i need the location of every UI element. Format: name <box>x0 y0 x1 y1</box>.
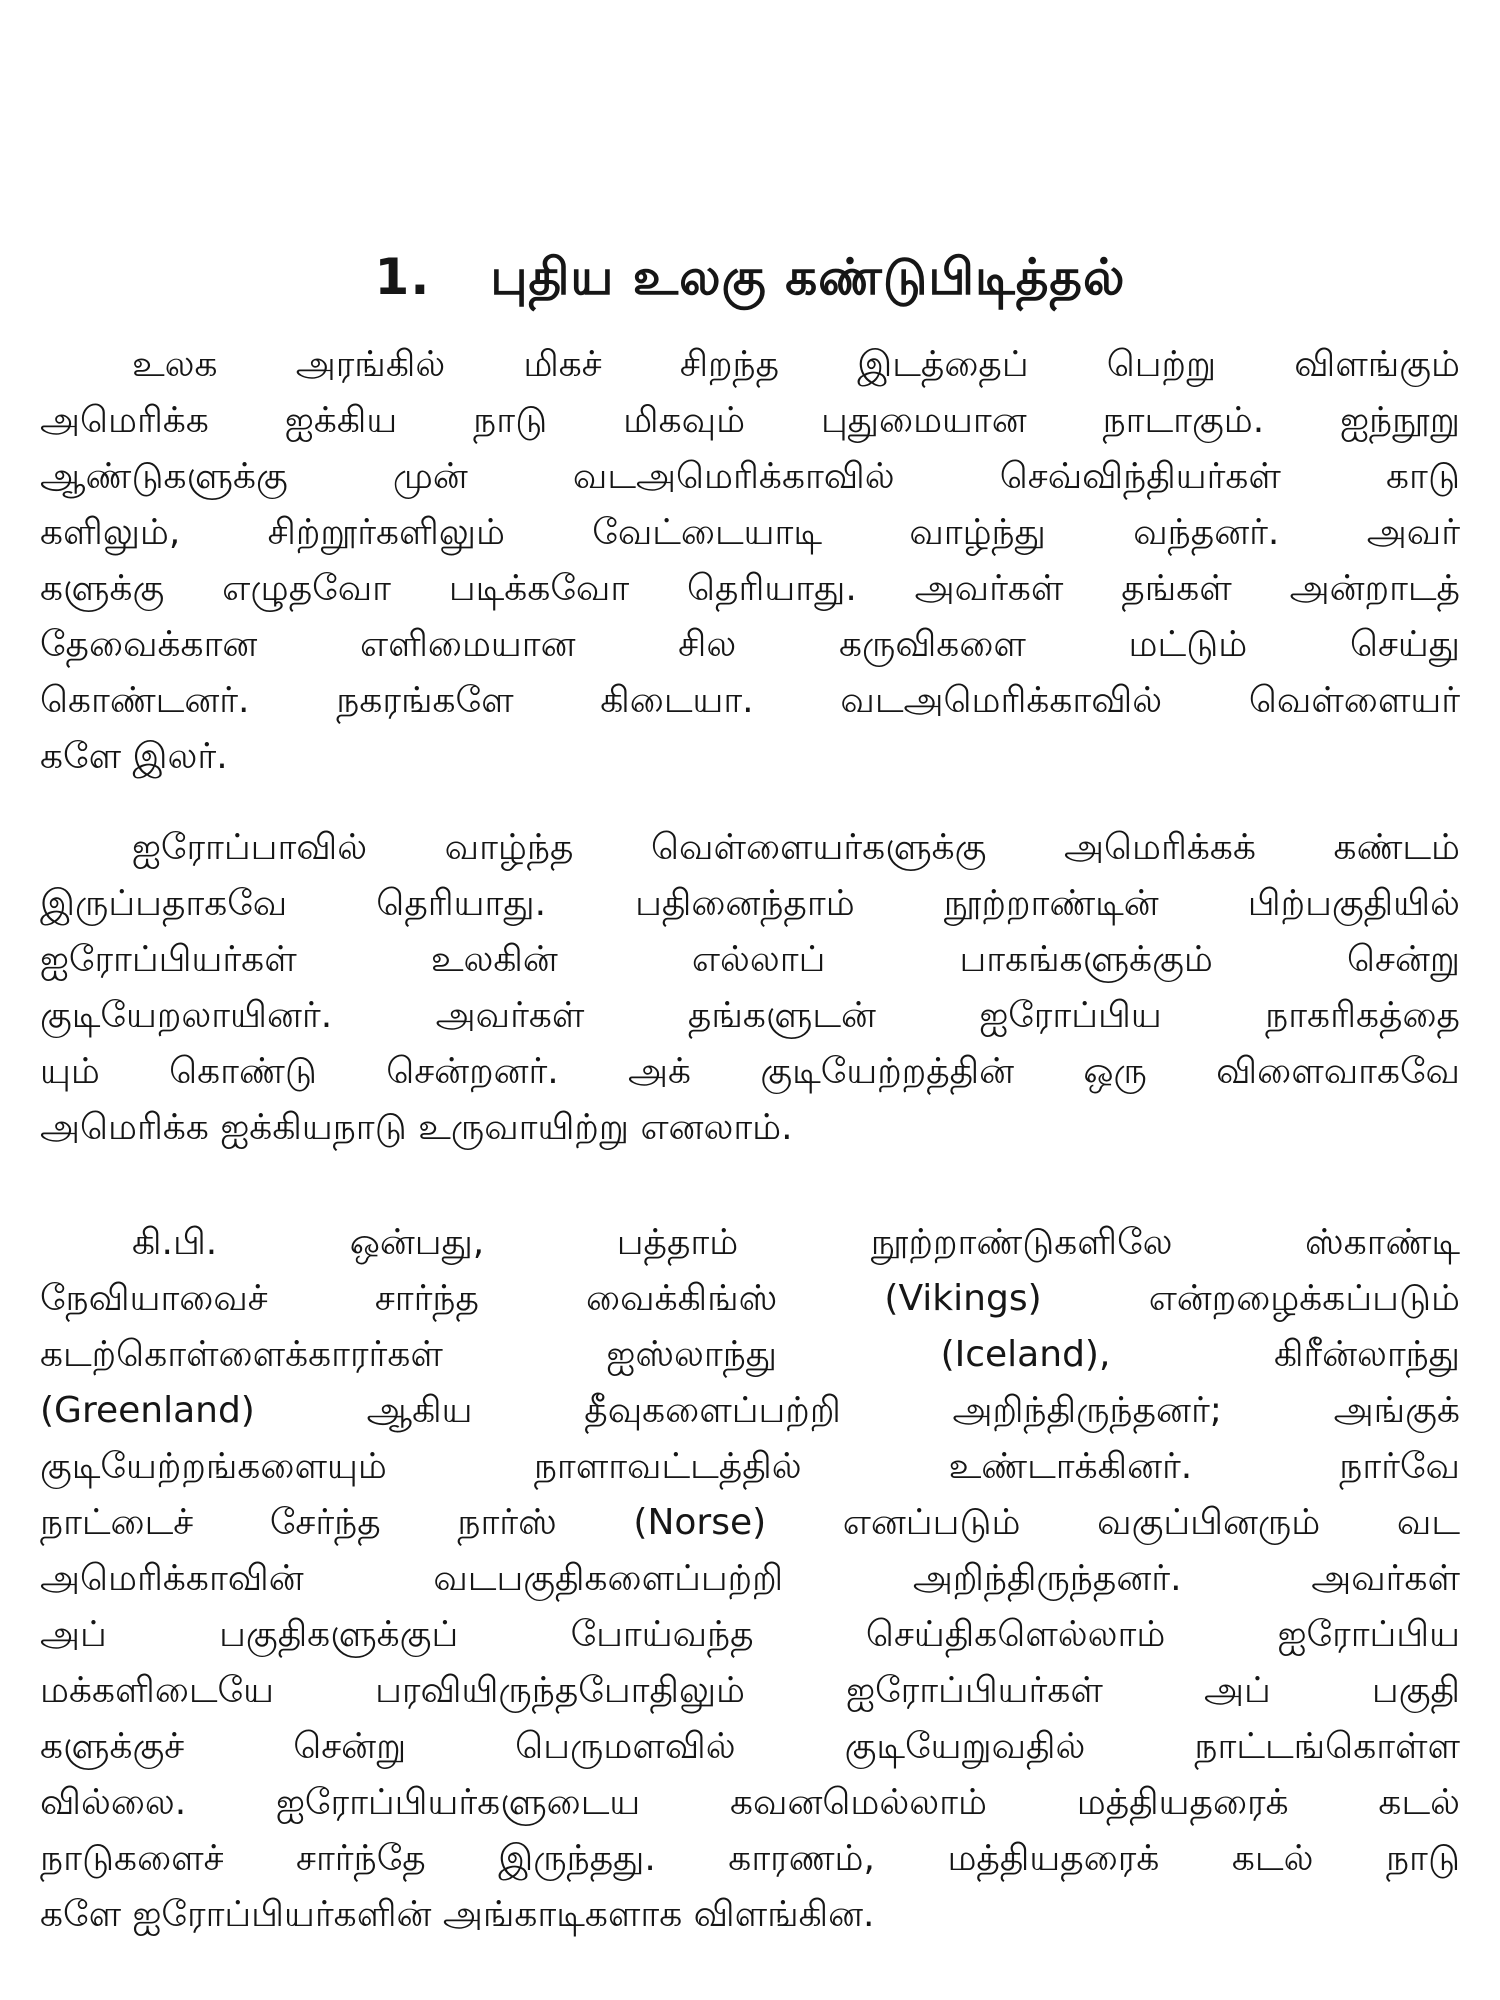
paragraph-2 <box>40 820 1460 1156</box>
text-line: அமெரிக்க ஐக்கிய நாடு மிகவும் புதுமையான நாடாகும். ஐந்நூறு <box>40 400 1460 441</box>
text-line: களிலும், சிற்றூர்களிலும் வேட்டையாடி வாழ்ந்து வந்தனர். அவர் <box>40 512 1460 553</box>
text-line: அமெரிக்காவின் வடபகுதிகளைப்பற்றி அறிந்திருந்தனர். அவர்கள் <box>40 1558 1460 1599</box>
text-line: வில்லை. ஐரோப்பியர்களுடைய கவனமெல்லாம் மத்தியதரைக் கடல் <box>40 1782 1460 1823</box>
text-line: களே ஐரோப்பியர்களின் அங்காடிகளாக விளங்கின. <box>40 1894 875 1935</box>
paragraph-3 <box>40 1215 1460 1943</box>
text-line: நாடுகளைச் சார்ந்தே இருந்தது. காரணம், மத்தியதரைக் கடல் நாடு <box>40 1838 1460 1879</box>
text-line: நாட்டைச் சேர்ந்த நார்ஸ் (Norse) எனப்படும் வகுப்பினரும் வட <box>40 1502 1460 1543</box>
chapter-number: 1. <box>374 247 431 306</box>
text-line: நேவியாவைச் சார்ந்த வைக்கிங்ஸ் (Vikings) என்றழைக்கப்படும் <box>40 1278 1460 1319</box>
text-line: ஆண்டுகளுக்கு முன் வடஅமெரிக்காவில் செவ்விந்தியர்கள் காடு <box>40 456 1460 497</box>
text-line: கடற்கொள்ளைக்காரர்கள் ஐஸ்லாந்து (Iceland), கிரீன்லாந்து <box>40 1334 1460 1375</box>
text-line: அப் பகுதிகளுக்குப் போய்வந்த செய்திகளெல்லாம் ஐரோப்பிய <box>40 1614 1460 1655</box>
text-line: உலக அரங்கில் மிகச் சிறந்த இடத்தைப் பெற்று விளங்கும் <box>132 344 1460 385</box>
text-line: (Greenland) ஆகிய தீவுகளைப்பற்றி அறிந்திருந்தனர்; அங்குக் <box>40 1390 1460 1431</box>
text-line: களே இலர். <box>40 736 228 777</box>
chapter-title-text: புதிய உலகு கண்டுபிடித்தல் <box>490 247 1126 306</box>
text-line: ஐரோப்பியர்கள் உலகின் எல்லாப் பாகங்களுக்கும் சென்று <box>40 939 1460 980</box>
text-line: களுக்கு எழுதவோ படிக்கவோ தெரியாது. அவர்கள் தங்கள் அன்றாடத் <box>40 568 1460 609</box>
paragraph-1 <box>40 337 1460 785</box>
text-line: கொண்டனர். நகரங்களே கிடையா. வடஅமெரிக்காவில் வெள்ளையர் <box>40 680 1460 721</box>
text-line: அமெரிக்க ஐக்கியநாடு உருவாயிற்று எனலாம். <box>40 1107 793 1148</box>
text-line: குடியேற்றங்களையும் நாளாவட்டத்தில் உண்டாக்கினர். நார்வே <box>40 1446 1460 1487</box>
text-line: தேவைக்கான எளிமையான சில கருவிகளை மட்டும் செய்து <box>40 624 1460 665</box>
text-line: குடியேறலாயினர். அவர்கள் தங்களுடன் ஐரோப்பிய நாகரிகத்தை <box>40 995 1460 1036</box>
text-line: ஐரோப்பாவில் வாழ்ந்த வெள்ளையர்களுக்கு அமெரிக்கக் கண்டம் <box>132 827 1460 868</box>
text-line: கி.பி. ஒன்பது, பத்தாம் நூற்றாண்டுகளிலே ஸ்காண்டி <box>132 1222 1460 1263</box>
text-line: இருப்பதாகவே தெரியாது. பதினைந்தாம் நூற்றாண்டின் பிற்பகுதியில் <box>40 883 1460 924</box>
chapter-title <box>0 242 1500 312</box>
text-line: யும் கொண்டு சென்றனர். அக் குடியேற்றத்தின் ஒரு விளைவாகவே <box>40 1051 1460 1092</box>
text-line: மக்களிடையே பரவியிருந்தபோதிலும் ஐரோப்பியர்கள் அப் பகுதி <box>40 1670 1460 1711</box>
text-line: களுக்குச் சென்று பெருமளவில் குடியேறுவதில் நாட்டங்கொள்ள <box>40 1726 1460 1767</box>
